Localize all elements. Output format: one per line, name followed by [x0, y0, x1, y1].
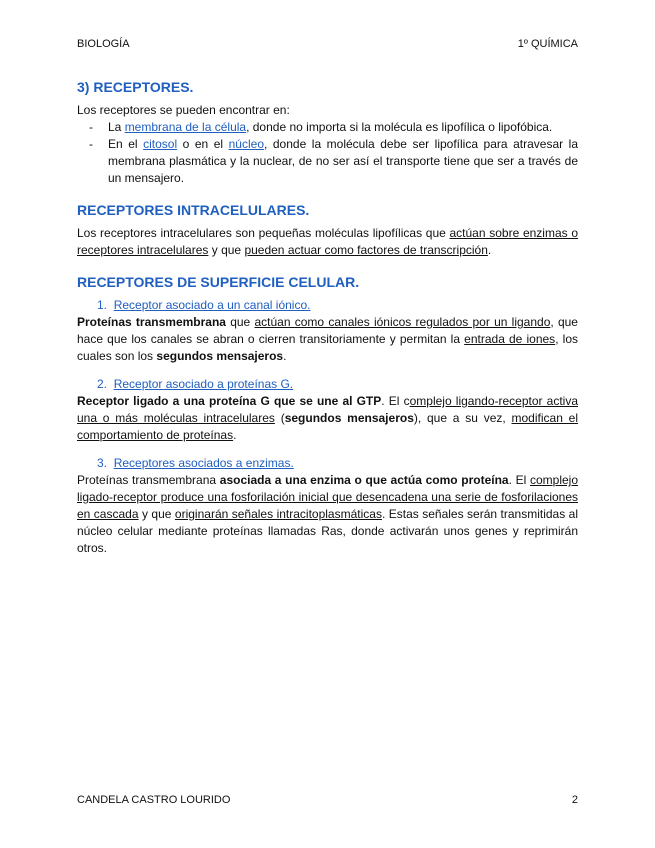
- header-course: 1º QUÍMICA: [517, 38, 578, 50]
- footer-author: CANDELA CASTRO LOURIDO: [77, 794, 231, 806]
- subsection-heading-canal: 1. Receptor asociado a un canal iónico.: [97, 298, 311, 312]
- link-membrana[interactable]: membrana de la célula: [124, 120, 247, 134]
- enzimas-paragraph: Proteínas transmembrana asociada a una enzima o que actúa como proteína. El complejo ligado-receptor produce una fosforilación inicial que desencadena una serie de fosforilaciones en cascada y que originarán señales intracitoplasmáticas. Estas señales serán transmitidas al núcleo celular mediante proteínas llamadas Ras, donde activarán unos genes y reprimirán otros.: [77, 473, 579, 555]
- page-number: 2: [571, 794, 578, 806]
- link-proteinas-g[interactable]: Receptor asociado a proteínas G.: [113, 377, 294, 391]
- list-item: - La membrana de la célula, donde no importa si la molécula es lipofílica o lipofóbica.: [77, 119, 578, 136]
- section-title-receptores: 3) RECEPTORES.: [77, 79, 194, 95]
- link-citosol[interactable]: citosol: [143, 137, 178, 151]
- subsection-heading-proteinas-g: 2. Receptor asociado a proteínas G.: [97, 377, 294, 391]
- header-subject: BIOLOGÍA: [77, 38, 130, 50]
- intracelulares-paragraph: Los receptores intracelulares son pequeñas moléculas lipofílicas que actúan sobre enzimas o receptores intracelulares y que pueden actuar como factores de transcripción.: [77, 226, 579, 257]
- canal-paragraph: Proteínas transmembrana que actúan como canales iónicos regulados por un ligando, que hace que los canales se abran o cierren transitoriamente y permitan la entrada de iones, los cuales son los segundos mensajeros.: [77, 315, 578, 363]
- link-enzimas[interactable]: Receptores asociados a enzimas.: [113, 456, 294, 470]
- page-footer: [77, 794, 578, 806]
- proteinas-g-paragraph: Receptor ligado a una proteína G que se une al GTP. El complejo ligando-receptor activa una o más moléculas intracelulares (segundos mensajeros), que a su vez, modifican el comportamiento de proteínas.: [77, 394, 579, 442]
- intro-paragraph: Los receptores se pueden encontrar en:: [77, 103, 290, 117]
- page-content: [77, 78, 578, 557]
- section-title-intracelulares: RECEPTORES INTRACELULARES.: [77, 202, 310, 218]
- page-header: [77, 38, 578, 50]
- subsection-heading-enzimas: 3. Receptores asociados a enzimas.: [97, 456, 294, 470]
- section-title-superficie: RECEPTORES DE SUPERFICIE CELULAR.: [77, 274, 360, 290]
- location-list: [77, 119, 578, 187]
- link-canal-ionico[interactable]: Receptor asociado a un canal iónico.: [113, 298, 311, 312]
- link-nucleo[interactable]: núcleo: [228, 137, 264, 151]
- list-item: - En el citosol o en el núcleo, donde la molécula debe ser lipofílica para atravesar la membrana plasmática y la nuclear, de no ser así el transporte tiene que ser a través de un mensajero.: [77, 136, 578, 187]
